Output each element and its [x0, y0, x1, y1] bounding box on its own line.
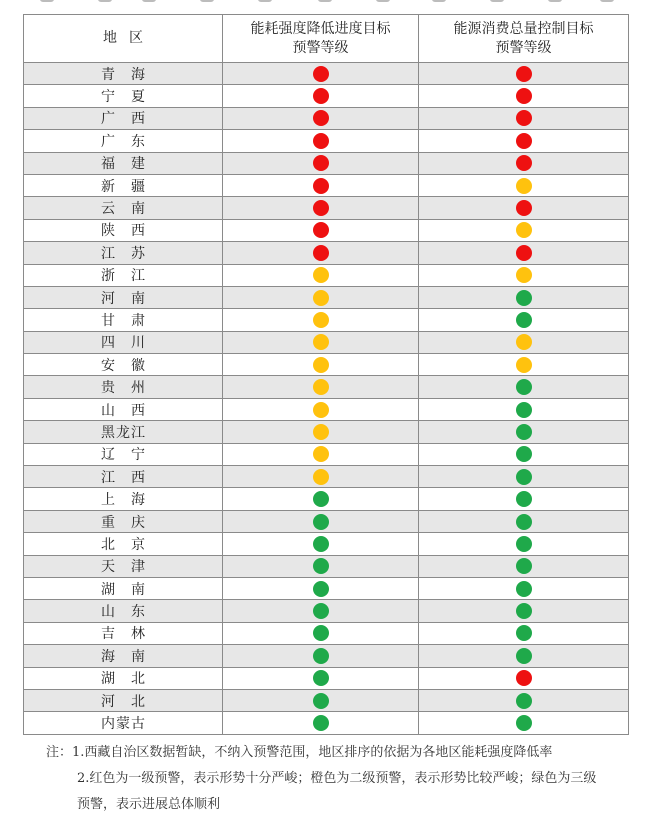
- table-row: [24, 510, 629, 532]
- intensity-level-cell: [223, 264, 419, 286]
- red-warning-dot-icon: [313, 222, 329, 238]
- intensity-level-cell: [223, 242, 419, 264]
- consumption-level-cell: [419, 622, 629, 644]
- green-warning-dot-icon: [313, 625, 329, 641]
- intensity-level-cell: [223, 354, 419, 376]
- green-warning-dot-icon: [516, 446, 532, 462]
- table-row: [24, 286, 629, 308]
- table-row: [24, 600, 629, 622]
- region-cell: [24, 488, 223, 510]
- orange-warning-dot-icon: [313, 379, 329, 395]
- table-row: [24, 197, 629, 219]
- table-row: [24, 376, 629, 398]
- intensity-level-cell: [223, 376, 419, 398]
- green-warning-dot-icon: [516, 625, 532, 641]
- region-cell: [24, 689, 223, 711]
- note-2-line-1: 2.红色为一级预警，表示形势十分严峻；橙色为二级预警，表示形势比较严峻；绿色为三级: [77, 771, 597, 786]
- intensity-level-cell: [223, 309, 419, 331]
- red-warning-dot-icon: [516, 66, 532, 82]
- table-row: [24, 645, 629, 667]
- region-name: 重庆: [101, 514, 145, 531]
- green-warning-dot-icon: [516, 603, 532, 619]
- note-1-text: 1.西藏自治区数据暂缺，不纳入预警范围，地区排序的依据为各地区能耗强度降低率: [72, 745, 553, 760]
- region-cell: [24, 85, 223, 107]
- region-cell: [24, 555, 223, 577]
- orange-warning-dot-icon: [516, 222, 532, 238]
- intensity-level-cell: [223, 219, 419, 241]
- table-row: [24, 242, 629, 264]
- intensity-level-cell: [223, 712, 419, 734]
- region-name: 宁夏: [101, 89, 145, 106]
- region-cell: [24, 466, 223, 488]
- consumption-level-cell: [419, 398, 629, 420]
- green-warning-dot-icon: [313, 715, 329, 731]
- consumption-level-cell: [419, 376, 629, 398]
- table-row: [24, 219, 629, 241]
- consumption-level-cell: [419, 309, 629, 331]
- green-warning-dot-icon: [313, 514, 329, 530]
- table-body: [24, 63, 629, 735]
- region-name: 河北: [101, 693, 145, 710]
- consumption-level-cell: [419, 600, 629, 622]
- green-warning-dot-icon: [516, 491, 532, 507]
- region-name: 浙江: [101, 268, 145, 285]
- table-row: [24, 689, 629, 711]
- intensity-level-cell: [223, 488, 419, 510]
- table-row: [24, 130, 629, 152]
- red-warning-dot-icon: [516, 155, 532, 171]
- intensity-level-cell: [223, 510, 419, 532]
- red-warning-dot-icon: [313, 245, 329, 261]
- region-name: 天津: [101, 559, 145, 576]
- consumption-level-cell: [419, 152, 629, 174]
- warning-level-table: [23, 14, 629, 735]
- intensity-level-cell: [223, 533, 419, 555]
- region-name: 海南: [101, 648, 145, 665]
- region-name: 广西: [101, 111, 145, 128]
- intensity-level-cell: [223, 622, 419, 644]
- consumption-level-cell: [419, 443, 629, 465]
- intensity-header-line2: 预警等级: [292, 39, 349, 56]
- table-row: [24, 174, 629, 196]
- consumption-level-cell: [419, 533, 629, 555]
- region-cell: [24, 331, 223, 353]
- region-cell: [24, 533, 223, 555]
- red-warning-dot-icon: [313, 110, 329, 126]
- table-row: [24, 309, 629, 331]
- region-name: 黑龙江: [101, 424, 145, 441]
- green-warning-dot-icon: [516, 581, 532, 597]
- region-cell: [24, 242, 223, 264]
- region-name: 北京: [101, 536, 145, 553]
- note-1: [46, 740, 626, 766]
- region-name: 吉林: [101, 626, 145, 643]
- consumption-level-cell: [419, 331, 629, 353]
- red-warning-dot-icon: [313, 178, 329, 194]
- consumption-column-header: [419, 15, 629, 63]
- region-name: 福建: [101, 156, 145, 173]
- orange-warning-dot-icon: [313, 402, 329, 418]
- region-cell: [24, 376, 223, 398]
- consumption-level-cell: [419, 421, 629, 443]
- consumption-level-cell: [419, 645, 629, 667]
- intensity-level-cell: [223, 555, 419, 577]
- green-warning-dot-icon: [516, 290, 532, 306]
- consumption-level-cell: [419, 689, 629, 711]
- intensity-level-cell: [223, 667, 419, 689]
- region-name: 陕西: [101, 223, 145, 240]
- consumption-level-cell: [419, 85, 629, 107]
- note-2-line-2: 预警，表示进展总体顺利: [77, 797, 221, 812]
- intensity-level-cell: [223, 421, 419, 443]
- region-column-header: 地区: [24, 15, 223, 63]
- orange-warning-dot-icon: [313, 290, 329, 306]
- green-warning-dot-icon: [516, 648, 532, 664]
- green-warning-dot-icon: [313, 491, 329, 507]
- consumption-level-cell: [419, 577, 629, 599]
- orange-warning-dot-icon: [313, 267, 329, 283]
- intensity-level-cell: [223, 600, 419, 622]
- region-cell: [24, 622, 223, 644]
- note-prefix: 注：: [46, 745, 73, 760]
- intensity-level-cell: [223, 466, 419, 488]
- green-warning-dot-icon: [313, 693, 329, 709]
- region-cell: [24, 309, 223, 331]
- table-row: [24, 152, 629, 174]
- consumption-level-cell: [419, 264, 629, 286]
- region-cell: [24, 197, 223, 219]
- table-row: [24, 421, 629, 443]
- region-cell: [24, 667, 223, 689]
- orange-warning-dot-icon: [516, 178, 532, 194]
- table-header-row: [24, 15, 629, 63]
- green-warning-dot-icon: [516, 715, 532, 731]
- green-warning-dot-icon: [516, 469, 532, 485]
- green-warning-dot-icon: [516, 312, 532, 328]
- region-name: 上海: [101, 492, 145, 509]
- table-row: [24, 85, 629, 107]
- region-cell: [24, 264, 223, 286]
- consumption-level-cell: [419, 510, 629, 532]
- green-warning-dot-icon: [516, 424, 532, 440]
- intensity-level-cell: [223, 197, 419, 219]
- green-warning-dot-icon: [516, 514, 532, 530]
- consumption-header-line1: 能源消费总量控制目标: [453, 20, 594, 37]
- table-row: [24, 555, 629, 577]
- green-warning-dot-icon: [516, 558, 532, 574]
- region-cell: [24, 712, 223, 734]
- green-warning-dot-icon: [516, 402, 532, 418]
- green-warning-dot-icon: [313, 603, 329, 619]
- intensity-level-cell: [223, 130, 419, 152]
- orange-warning-dot-icon: [313, 424, 329, 440]
- table-row: [24, 264, 629, 286]
- consumption-level-cell: [419, 712, 629, 734]
- green-warning-dot-icon: [313, 536, 329, 552]
- region-name: 广东: [101, 133, 145, 150]
- consumption-level-cell: [419, 197, 629, 219]
- region-name: 湖北: [101, 671, 145, 688]
- region-name: 四川: [101, 335, 145, 352]
- table-row: [24, 622, 629, 644]
- intensity-level-cell: [223, 286, 419, 308]
- table-row: [24, 577, 629, 599]
- intensity-level-cell: [223, 63, 419, 85]
- red-warning-dot-icon: [516, 670, 532, 686]
- table-row: [24, 488, 629, 510]
- red-warning-dot-icon: [313, 133, 329, 149]
- table-row: [24, 331, 629, 353]
- cropped-title-remnant: [0, 0, 650, 6]
- table-row: [24, 466, 629, 488]
- green-warning-dot-icon: [516, 379, 532, 395]
- orange-warning-dot-icon: [313, 357, 329, 373]
- intensity-level-cell: [223, 443, 419, 465]
- notes-section: [46, 740, 626, 818]
- orange-warning-dot-icon: [516, 334, 532, 350]
- table-row: [24, 63, 629, 85]
- red-warning-dot-icon: [313, 155, 329, 171]
- region-cell: [24, 107, 223, 129]
- green-warning-dot-icon: [516, 536, 532, 552]
- red-warning-dot-icon: [516, 200, 532, 216]
- region-cell: [24, 219, 223, 241]
- region-cell: [24, 600, 223, 622]
- consumption-level-cell: [419, 174, 629, 196]
- intensity-level-cell: [223, 152, 419, 174]
- region-name: 湖南: [101, 581, 145, 598]
- region-name: 山西: [101, 402, 145, 419]
- table-row: [24, 443, 629, 465]
- table-row: [24, 533, 629, 555]
- green-warning-dot-icon: [313, 670, 329, 686]
- intensity-level-cell: [223, 398, 419, 420]
- region-name: 河南: [101, 290, 145, 307]
- red-warning-dot-icon: [516, 245, 532, 261]
- red-warning-dot-icon: [516, 133, 532, 149]
- green-warning-dot-icon: [516, 693, 532, 709]
- intensity-column-header: [223, 15, 419, 63]
- green-warning-dot-icon: [313, 648, 329, 664]
- red-warning-dot-icon: [313, 88, 329, 104]
- intensity-level-cell: [223, 107, 419, 129]
- orange-warning-dot-icon: [516, 267, 532, 283]
- consumption-level-cell: [419, 63, 629, 85]
- region-cell: [24, 510, 223, 532]
- intensity-level-cell: [223, 577, 419, 599]
- consumption-level-cell: [419, 488, 629, 510]
- table-row: [24, 107, 629, 129]
- region-name: 新疆: [101, 178, 145, 195]
- orange-warning-dot-icon: [516, 357, 532, 373]
- intensity-level-cell: [223, 174, 419, 196]
- region-cell: [24, 130, 223, 152]
- consumption-level-cell: [419, 107, 629, 129]
- region-cell: [24, 421, 223, 443]
- region-name: 辽宁: [101, 447, 145, 464]
- consumption-level-cell: [419, 219, 629, 241]
- region-name: 贵州: [101, 380, 145, 397]
- consumption-level-cell: [419, 242, 629, 264]
- intensity-level-cell: [223, 645, 419, 667]
- region-name: 江西: [101, 469, 145, 486]
- region-cell: [24, 577, 223, 599]
- red-warning-dot-icon: [313, 66, 329, 82]
- consumption-level-cell: [419, 286, 629, 308]
- region-cell: [24, 645, 223, 667]
- consumption-header-line2: 预警等级: [495, 39, 552, 56]
- region-name: 甘肃: [101, 312, 145, 329]
- region-cell: [24, 63, 223, 85]
- region-cell: [24, 286, 223, 308]
- green-warning-dot-icon: [313, 581, 329, 597]
- region-cell: [24, 152, 223, 174]
- region-cell: [24, 174, 223, 196]
- intensity-header-line1: 能耗强度降低进度目标: [250, 20, 391, 37]
- red-warning-dot-icon: [516, 110, 532, 126]
- consumption-level-cell: [419, 466, 629, 488]
- region-cell: [24, 354, 223, 376]
- orange-warning-dot-icon: [313, 312, 329, 328]
- region-name: 山东: [101, 604, 145, 621]
- intensity-level-cell: [223, 689, 419, 711]
- orange-warning-dot-icon: [313, 469, 329, 485]
- region-name: 安徽: [101, 357, 145, 374]
- red-warning-dot-icon: [313, 200, 329, 216]
- red-warning-dot-icon: [516, 88, 532, 104]
- table-row: [24, 712, 629, 734]
- table-row: [24, 398, 629, 420]
- table-row: [24, 354, 629, 376]
- orange-warning-dot-icon: [313, 446, 329, 462]
- region-name: 江苏: [101, 245, 145, 262]
- region-name: 青海: [101, 66, 145, 83]
- intensity-level-cell: [223, 85, 419, 107]
- consumption-level-cell: [419, 354, 629, 376]
- region-cell: [24, 398, 223, 420]
- consumption-level-cell: [419, 130, 629, 152]
- region-name: 内蒙古: [101, 716, 145, 733]
- region-name: 云南: [101, 201, 145, 218]
- consumption-level-cell: [419, 667, 629, 689]
- intensity-level-cell: [223, 331, 419, 353]
- green-warning-dot-icon: [313, 558, 329, 574]
- orange-warning-dot-icon: [313, 334, 329, 350]
- region-cell: [24, 443, 223, 465]
- table-row: [24, 667, 629, 689]
- consumption-level-cell: [419, 555, 629, 577]
